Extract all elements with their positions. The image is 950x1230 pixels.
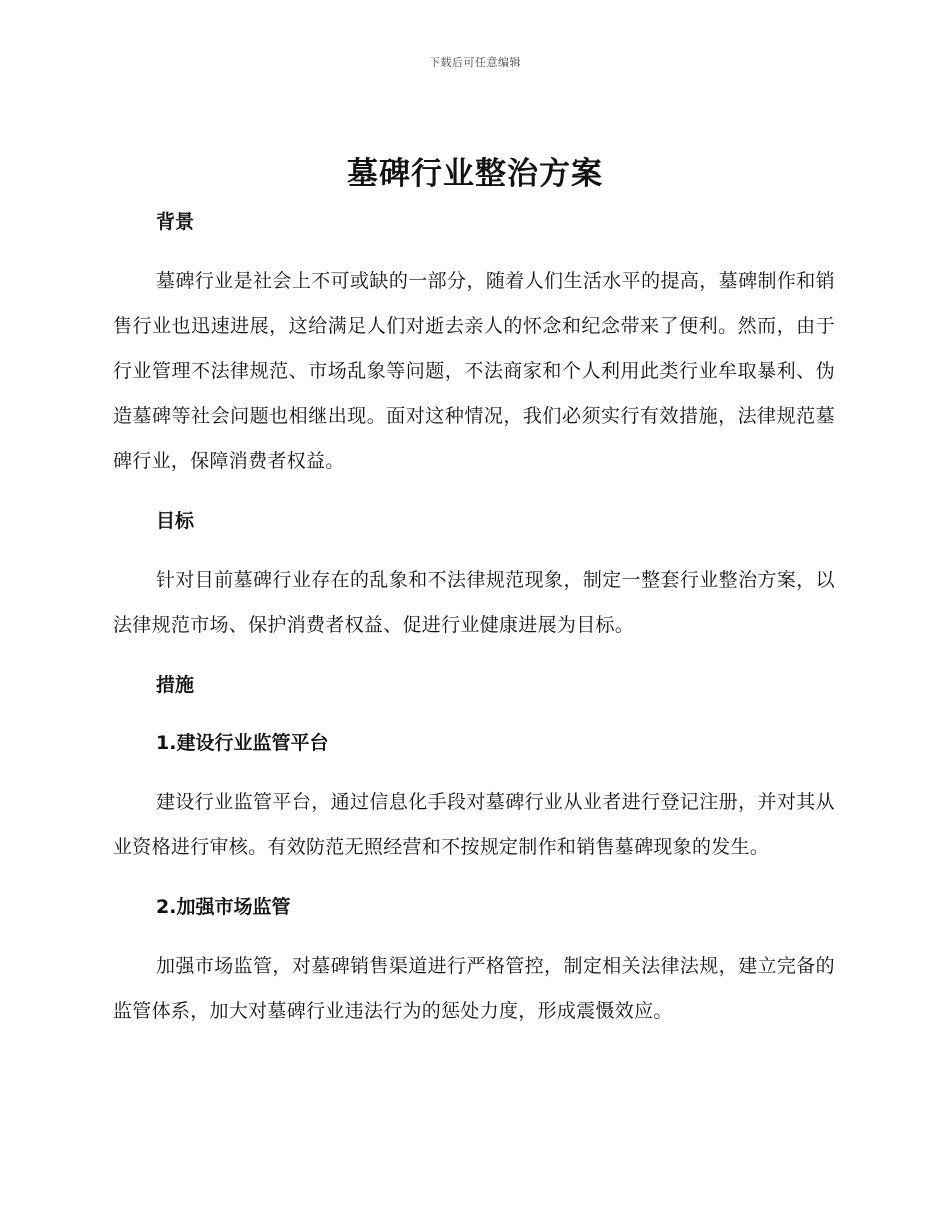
section-heading-goal: 目标: [156, 510, 195, 532]
spacer: [113, 702, 835, 726]
spacer: [113, 239, 835, 259]
document-title: 墓碑行业整治方案: [347, 156, 603, 192]
paragraph-background: 墓碑行业是社会上不可或缺的一部分，随着人们生活水平的提高，墓碑制作和销售行业也迅速进展，这给满足人们对逝去亲人的怀念和纪念带来了便利。然而，由于行业管理不法律规范、市场乱象等问题，不法商家和个人利用此类行业牟取暴利、伪造墓碑等社会问题也相继出现。面对这种情况，我们必须实行有效措施，法律规范墓碑行业，保障消费者权益。: [113, 270, 835, 472]
spacer: [113, 648, 835, 668]
header-note: 下载后可任意编辑: [429, 56, 521, 69]
subsection-heading-platform: 1.建设行业监管平台: [156, 732, 329, 754]
section-heading-measures: 措施: [156, 674, 195, 696]
spacer: [113, 760, 835, 780]
document-body: [113, 205, 835, 1034]
paragraph-platform: 建设行业监管平台，通过信息化手段对墓碑行业从业者进行登记注册，并对其从业资格进行审核。有效防范无照经营和不按规定制作和销售墓碑现象的发生。: [113, 791, 835, 858]
paragraph-goal: 针对目前墓碑行业存在的乱象和不法律规范现象，制定一整套行业整治方案，以法律规范市场、保护消费者权益、促进行业健康进展为目标。: [113, 569, 835, 636]
spacer: [113, 924, 835, 944]
paragraph-market: 加强市场监管，对墓碑销售渠道进行严格管控，制定相关法律法规，建立完备的监管体系，加大对墓碑行业违法行为的惩处力度，形成震慑效应。: [113, 955, 835, 1022]
subsection-heading-market: 2.加强市场监管: [156, 896, 291, 918]
spacer: [113, 538, 835, 558]
spacer: [113, 870, 835, 890]
spacer: [113, 484, 835, 504]
section-heading-background: 背景: [156, 211, 195, 233]
